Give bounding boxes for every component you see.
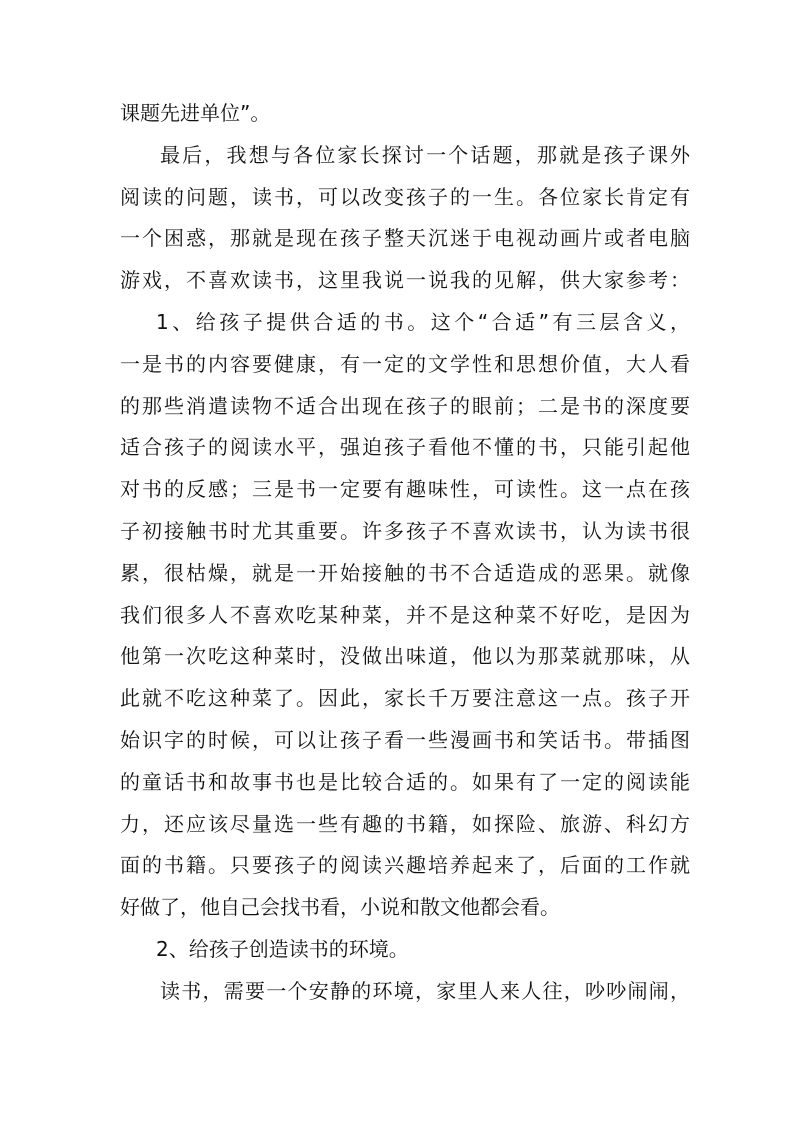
text-line-5: 游戏，不喜欢读书，这里我说一说我的见解，供大家参考： bbox=[120, 268, 690, 293]
text-line-4: 一个困惑，那就是现在孩子整天沉迷于电视动画片或者电脑 bbox=[120, 226, 690, 251]
text-line-8: 的那些消遣读物不适合出现在孩子的眼前；二是书的深度要 bbox=[120, 393, 690, 418]
text-line-21: 2、给孩子创造读书的环境。 bbox=[156, 936, 409, 961]
text-line-22: 读书，需要一个安静的环境，家里人来人往，吵吵闹闹， bbox=[160, 978, 690, 1003]
text-line-12: 累，很枯燥，就是一开始接触的书不合适造成的恶果。就像 bbox=[120, 560, 690, 585]
text-line-1: 课题先进单位”。 bbox=[120, 101, 271, 125]
text-line-19: 面的书籍。只要孩子的阅读兴趣培养起来了，后面的工作就 bbox=[120, 853, 690, 878]
text-line-13: 我们很多人不喜欢吃某种菜，并不是这种菜不好吃，是因为 bbox=[120, 602, 690, 627]
text-line-16: 始识字的时候，可以让孩子看一些漫画书和笑话书。带插图 bbox=[120, 727, 690, 752]
text-line-15: 此就不吃这种菜了。因此，家长千万要注意这一点。孩子开 bbox=[120, 686, 690, 711]
text-line-3: 阅读的问题，读书，可以改变孩子的一生。各位家长肯定有 bbox=[120, 184, 690, 209]
text-line-14: 他第一次吃这种菜时，没做出味道，他以为那菜就那味，从 bbox=[120, 644, 690, 669]
text-line-6: 1、给孩子提供合适的书。这个“合适”有三层含义， bbox=[156, 309, 690, 334]
text-line-7: 一是书的内容要健康，有一定的文学性和思想价值，大人看 bbox=[120, 351, 690, 376]
text-line-20: 好做了，他自己会找书看，小说和散文他都会看。 bbox=[120, 895, 560, 920]
text-line-17: 的童话书和故事书也是比较合适的。如果有了一定的阅读能 bbox=[120, 769, 690, 794]
text-line-11: 子初接触书时尤其重要。许多孩子不喜欢读书，认为读书很 bbox=[120, 518, 690, 543]
text-line-9: 适合孩子的阅读水平，强迫孩子看他不懂的书，只能引起他 bbox=[120, 435, 690, 460]
text-line-2: 最后，我想与各位家长探讨一个话题，那就是孩子课外 bbox=[160, 142, 690, 167]
text-line-10: 对书的反感；三是书一定要有趣味性，可读性。这一点在孩 bbox=[120, 477, 690, 502]
document-body bbox=[120, 93, 690, 1013]
text-line-18: 力，还应该尽量选一些有趣的书籍，如探险、旅游、科幻方 bbox=[120, 811, 690, 836]
